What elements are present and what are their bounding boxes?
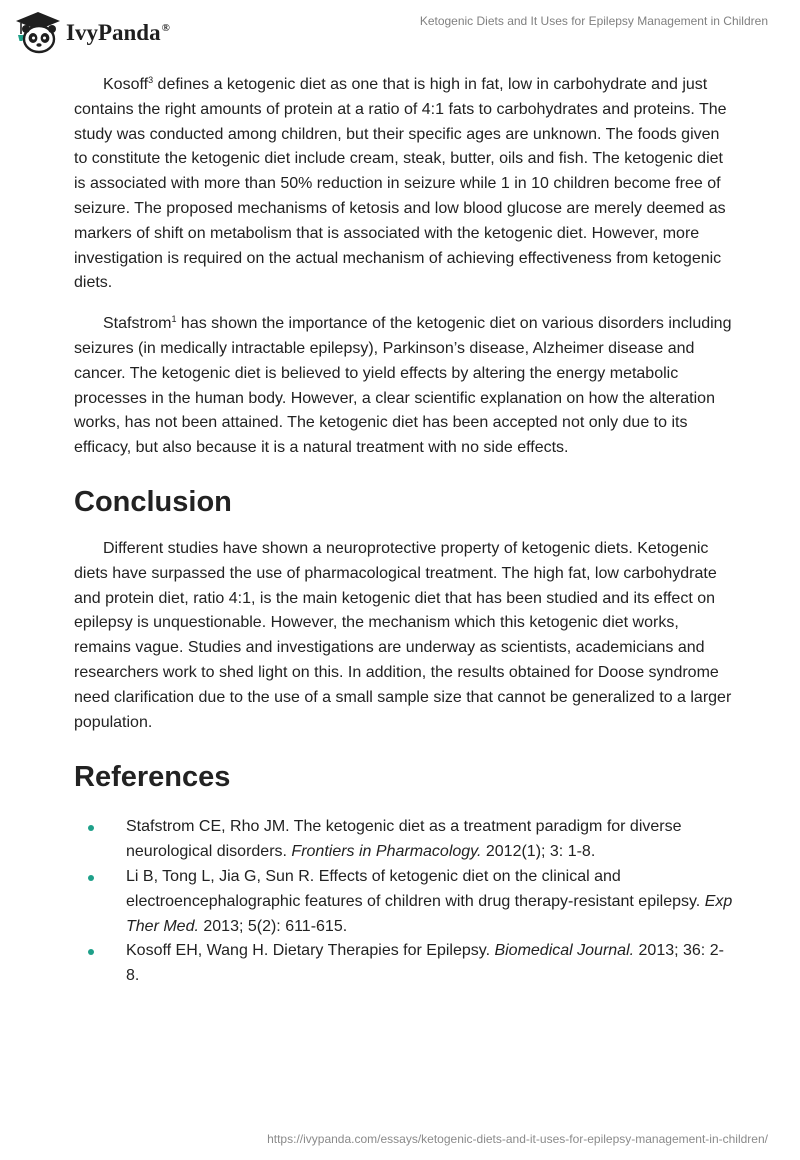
running-title: Ketogenic Diets and It Uses for Epilepsy Management in Children	[419, 14, 768, 28]
references-heading: References	[74, 761, 231, 794]
bullet-icon	[88, 825, 94, 831]
reference-list	[74, 815, 734, 989]
site-logo[interactable]	[14, 10, 170, 56]
conclusion-heading: Conclusion	[74, 485, 232, 518]
citation-ref: 3	[148, 75, 154, 85]
body-paragraph: Stafstrom$^1$ has shown the importance of the ketogenic diet on various disorders including seizures (in medically intractable epilepsy), Parkinson’s disease, Alzheimer disease and cancer. The ketogenic diet is believed to yield effects by altering the energy metabolic processes in the human body. However, a clear scientific explanation on how the alteration works, has not been attained. The ketogenic diet has been accepted not only due to its efficacy, but also because it is a natural treatment with no side effects.	[74, 314, 732, 457]
reference-item: Stafstrom CE, Rho JM. The ketogenic diet as a treatment paradigm for diverse neurological disorders. Frontiers in Pharmacology. 2012(1); 3: 1-8.	[74, 815, 734, 865]
bullet-icon	[88, 949, 94, 955]
body-paragraph: Kosoff$^3$ defines a ketogenic diet as one that is high in fat, low in carbohydrate and just contains the right amounts of protein at a ratio of 4:1 fats to carbohydrates and proteins. The study was conducted among children, but their specific ages are unknown. The foods given to constitute the ketogenic diet include cream, steak, butter, oils and fish. The ketogenic diet is associated with more than 50% reduction in seizure while 1 in 10 children become free of seizure. The proposed mechanisms of ketosis and low blood glucose are merely deemed as markers of shift on metabolism that is associated with the ketogenic diet. However, more investigation is required on the actual mechanism of achieving effectiveness from ketogenic diets.	[74, 75, 727, 292]
reference-item: Li B, Tong L, Jia G, Sun R. Effects of ketogenic diet on the clinical and electroencephalographic features of children with drug therapy-resistant epilepsy. Exp Ther Med. 2013; 5(2): 611-615.	[74, 865, 734, 939]
source-url[interactable]: https://ivypanda.com/essays/ketogenic-diets-and-it-uses-for-epilepsy-management-in-children/	[267, 1132, 768, 1146]
panda-graduate-icon	[14, 10, 62, 56]
logo-wordmark: IvyPanda®	[66, 20, 170, 45]
citation-ref: 1	[171, 314, 177, 325]
essay-content	[74, 73, 734, 989]
conclusion-paragraph: Different studies have shown a neuroprotective property of ketogenic diets. Ketogenic diets have surpassed the use of pharmacological treatment. The high fat, low carbohydrate and protein diet, ratio 4:1, is the main ketogenic diet that has been studied and its effect on epilepsy is unquestionable. However, the mechanism which this ketogenic diet works, remains vague. Studies and investigations are underway as scientists, academicians and researchers work to shed light on this. In addition, the results obtained for Doose syndrome need clarification due to the use of a small sample size that cannot be generalized to a larger population.	[74, 539, 732, 731]
bullet-icon	[88, 875, 94, 881]
reference-item: Kosoff EH, Wang H. Dietary Therapies for Epilepsy. Biomedical Journal. 2013; 36: 2-8.	[74, 939, 734, 989]
